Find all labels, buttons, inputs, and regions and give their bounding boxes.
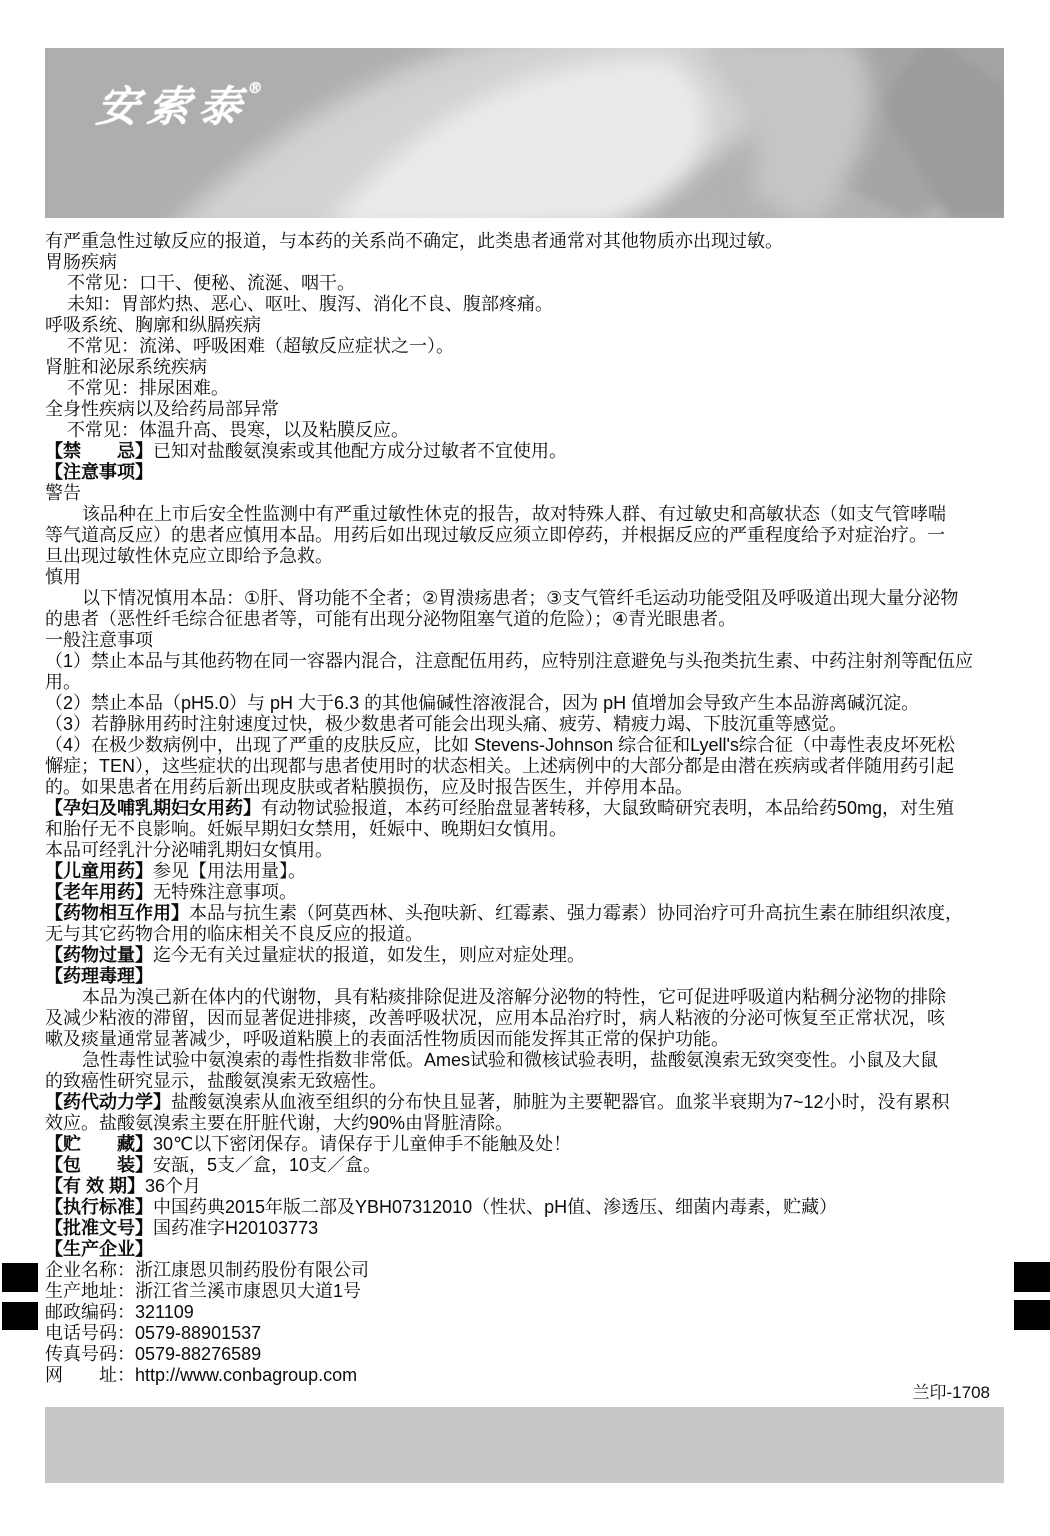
line-text: 用。 <box>45 672 81 692</box>
section-heading: 【药物过量】 <box>45 945 153 965</box>
section-heading: 【儿童用药】 <box>45 861 153 881</box>
line-text: 不常见：体温升高、畏寒，以及粘膜反应。 <box>67 420 409 440</box>
text-line <box>45 987 1007 1008</box>
text-line <box>45 273 1007 294</box>
line-text: 电话号码：0579-88901537 <box>45 1323 262 1343</box>
line-text: 旦出现过敏性休克应立即给予急救。 <box>45 546 333 566</box>
line-text: （3）若静脉用药时注射速度过快，极少数患者可能会出现头痛、疲劳、精疲力竭、下肢沉重等感觉。 <box>45 714 848 734</box>
text-line <box>45 1323 1007 1344</box>
registered-trademark-icon: ® <box>246 79 264 97</box>
line-text: 一般注意事项 <box>45 630 153 650</box>
line-text: 嗽及痰量通常显著减少，呼吸道粘膜上的表面活性物质因而能发挥其正常的保护功能。 <box>45 1029 729 1049</box>
section-heading: 【禁 忌】 <box>45 441 153 461</box>
section-heading: 【贮 藏】 <box>45 1134 153 1154</box>
line-text: 不常见：口干、便秘、流涎、咽干。 <box>67 273 355 293</box>
line-text: 盐酸氨溴索从血液至组织的分布快且显著，肺脏为主要靶器官。血浆半衰期为7~12小时，没有累积 <box>171 1092 950 1112</box>
text-line <box>45 441 1007 462</box>
text-line <box>45 1302 1007 1323</box>
line-text: 参见【用法用量】。 <box>153 861 306 881</box>
text-line <box>45 462 1007 483</box>
line-text: 及减少粘液的滞留，因而显著促进排痰，改善呼吸状况，应用本品治疗时，病人粘液的分泌可恢复至正常状况，咳 <box>45 1008 945 1028</box>
line-text: 懈症；TEN），这些症状的出现都与患者使用时的状态相关。上述病例中的大部分都是由潜在疾病或者伴随用药引起 <box>45 756 954 776</box>
text-line <box>45 798 1007 819</box>
text-line <box>45 1113 1007 1134</box>
line-text: 不常见：流涕、呼吸困难（超敏反应症状之一）。 <box>67 336 454 356</box>
line-text: 本品可经乳汁分泌哺乳期妇女慎用。 <box>45 840 333 860</box>
line-text: 已知对盐酸氨溴索或其他配方成分过敏者不宜使用。 <box>153 441 567 461</box>
text-line <box>45 420 1007 441</box>
registration-mark-right-2 <box>1014 1300 1050 1330</box>
text-line <box>45 1071 1007 1092</box>
registration-mark-left-1 <box>2 1263 38 1292</box>
registration-mark-right-1 <box>1014 1262 1050 1292</box>
text-line <box>45 945 1007 966</box>
text-line <box>45 1344 1007 1365</box>
text-line <box>45 924 1007 945</box>
line-text: 全身性疾病以及给药局部异常 <box>45 399 279 419</box>
section-heading: 【包 装】 <box>45 1155 153 1175</box>
text-line <box>45 567 1007 588</box>
line-text: 未知：胃部灼热、恶心、呕吐、腹泻、消化不良、腹部疼痛。 <box>67 294 553 314</box>
text-line <box>45 903 1007 924</box>
line-text: 呼吸系统、胸廓和纵膈疾病 <box>45 315 261 335</box>
text-line <box>45 1176 1007 1197</box>
text-line <box>45 651 1007 672</box>
text-line <box>45 1029 1007 1050</box>
text-line <box>45 357 1007 378</box>
bottom-gray-bar <box>45 1407 1004 1483</box>
line-text: 迄今无有关过量症状的报道，如发生，则应对症处理。 <box>153 945 585 965</box>
text-line <box>45 819 1007 840</box>
text-line <box>45 378 1007 399</box>
line-text: 慎用 <box>45 567 81 587</box>
line-text: 无与其它药物合用的临床相关不良反应的报道。 <box>45 924 423 944</box>
text-line <box>45 399 1007 420</box>
line-text: 等气道高反应）的患者应慎用本品。用药后如出现过敏反应须立即停药，并根据反应的严重程度给予对症治疗。一 <box>45 525 945 545</box>
text-line <box>45 504 1007 525</box>
line-text: 无特殊注意事项。 <box>153 882 297 902</box>
text-line <box>45 1281 1007 1302</box>
line-text: （4）在极少数病例中，出现了严重的皮肤反应，比如 Stevens-Johnson 综合征和Lyell's综合征（中毒性表皮坏死松 <box>45 735 955 755</box>
section-heading: 【孕妇及哺乳期妇女用药】 <box>45 798 261 818</box>
text-line <box>45 546 1007 567</box>
text-line <box>45 861 1007 882</box>
section-heading: 【老年用药】 <box>45 882 153 902</box>
line-text: 本品与抗生素（阿莫西林、头孢呋新、红霉素、强力霉素）协同治疗可升高抗生素在肺组织浓度， <box>189 903 963 923</box>
line-text: 国药准字H20103773 <box>153 1218 319 1238</box>
print-code: 兰印-1708 <box>912 1383 990 1402</box>
text-line <box>45 1197 1007 1218</box>
line-text: 急性毒性试验中氨溴索的毒性指数非常低。Ames试验和微核试验表明，盐酸氨溴索无致突变性。小鼠及大鼠 <box>82 1050 939 1070</box>
text-line <box>45 525 1007 546</box>
section-heading: 【药理毒理】 <box>45 966 153 986</box>
text-line <box>45 231 1007 252</box>
brand-logo <box>94 74 264 134</box>
text-line <box>45 777 1007 798</box>
line-text: 胃肠疾病 <box>45 252 117 272</box>
line-text: （1）禁止本品与其他药物在同一容器内混合，注意配伍用药，应特别注意避免与头孢类抗生素、中药注射剂等配伍应 <box>45 651 974 671</box>
leaflet-body <box>45 231 1007 1386</box>
line-text: 该品种在上市后安全性监测中有严重过敏性休克的报告，故对特殊人群、有过敏史和高敏状态（如支气管哮喘 <box>82 504 946 524</box>
brand-logo-text: 安索泰 <box>94 82 253 131</box>
line-text: 的致癌性研究显示，盐酸氨溴索无致癌性。 <box>45 1071 387 1091</box>
text-line <box>45 714 1007 735</box>
line-text: 的患者（恶性纤毛综合征患者等，可能有出现分泌物阻塞气道的危险）；④青光眼患者。 <box>45 609 737 629</box>
text-line <box>45 1260 1007 1281</box>
line-text: 有严重急性过敏反应的报道，与本药的关系尚不确定，此类患者通常对其他物质亦出现过敏。 <box>45 231 783 251</box>
text-line <box>45 315 1007 336</box>
text-line <box>45 588 1007 609</box>
line-text: 本品为溴己新在体内的代谢物，具有粘痰排除促进及溶解分泌物的特性，它可促进呼吸道内粘稠分泌物的排除 <box>82 987 946 1007</box>
text-line <box>45 1050 1007 1071</box>
line-text: 中国药典2015年版二部及YBH07312010（性状、pH值、渗透压、细菌内毒素，贮藏） <box>153 1197 838 1217</box>
line-text: （2）禁止本品（pH5.0）与 pH 大于6.3 的其他偏碱性溶液混合，因为 pH 值增加会导致产生本品游离碱沉淀。 <box>45 693 920 713</box>
line-text: 的。如果患者在用药后新出现皮肤或者粘膜损伤，应及时报告医生，并停用本品。 <box>45 777 693 797</box>
line-text: 肾脏和泌尿系统疾病 <box>45 357 207 377</box>
text-line <box>45 1365 1007 1386</box>
section-heading: 【药物相互作用】 <box>45 903 189 923</box>
text-line <box>45 1155 1007 1176</box>
registration-mark-left-2 <box>2 1302 38 1330</box>
section-heading: 【执行标准】 <box>45 1197 153 1217</box>
text-line <box>45 609 1007 630</box>
line-text: 和胎仔无不良影响。妊娠早期妇女禁用，妊娠中、晚期妇女慎用。 <box>45 819 567 839</box>
line-text: 邮政编码：321109 <box>45 1302 194 1322</box>
brand-banner <box>45 48 1004 218</box>
section-heading: 【有 效 期】 <box>45 1176 146 1196</box>
text-line <box>45 630 1007 651</box>
text-line <box>45 336 1007 357</box>
text-line <box>45 882 1007 903</box>
text-line <box>45 294 1007 315</box>
line-text: 警告 <box>45 483 81 503</box>
section-heading: 【注意事项】 <box>45 462 153 482</box>
text-line <box>45 252 1007 273</box>
line-text: 传真号码：0579-88276589 <box>45 1344 262 1364</box>
text-line <box>45 966 1007 987</box>
section-heading: 【生产企业】 <box>45 1239 153 1259</box>
text-line <box>45 483 1007 504</box>
line-text: 效应。盐酸氨溴索主要在肝脏代谢，大约90%由肾脏清除。 <box>45 1113 514 1133</box>
line-text: 生产地址：浙江省兰溪市康恩贝大道1号 <box>45 1281 362 1301</box>
text-line <box>45 1008 1007 1029</box>
text-line <box>45 1239 1007 1260</box>
line-text: 有动物试验报道，本药可经胎盘显著转移，大鼠致畸研究表明，本品给药50mg，对生殖 <box>261 798 955 818</box>
text-line <box>45 756 1007 777</box>
line-text: 安瓿，5支／盒，10支／盒。 <box>153 1155 382 1175</box>
text-line <box>45 1134 1007 1155</box>
line-text: 企业名称：浙江康恩贝制药股份有限公司 <box>45 1260 369 1280</box>
line-text: 以下情况慎用本品：①肝、肾功能不全者；②胃溃疡患者；③支气管纤毛运动功能受阻及呼吸道出现大量分泌物 <box>82 588 959 608</box>
text-line <box>45 693 1007 714</box>
text-line <box>45 840 1007 861</box>
line-text: 36个月 <box>145 1176 202 1196</box>
section-heading: 【药代动力学】 <box>45 1092 171 1112</box>
text-line <box>45 672 1007 693</box>
line-text: 不常见：排尿困难。 <box>67 378 229 398</box>
line-text: 网 址：http://www.conbagroup.com <box>45 1365 358 1385</box>
line-text: 30℃以下密闭保存。请保存于儿童伸手不能触及处！ <box>153 1134 572 1154</box>
text-line <box>45 735 1007 756</box>
text-line <box>45 1092 1007 1113</box>
text-line <box>45 1218 1007 1239</box>
section-heading: 【批准文号】 <box>45 1218 153 1238</box>
